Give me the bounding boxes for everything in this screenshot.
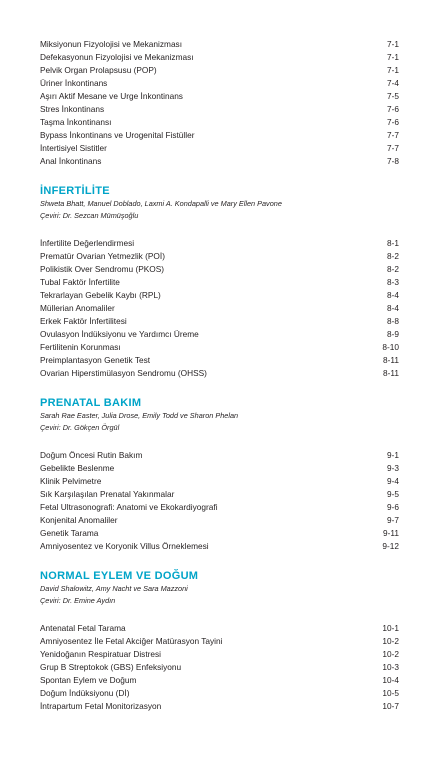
toc-entry[interactable] — [40, 64, 399, 77]
toc-entry-page-number: 8-8 — [387, 316, 399, 326]
toc-entry-page-number: 7-1 — [387, 65, 399, 75]
toc-entry-page-number: 9-1 — [387, 450, 399, 460]
toc-entry-page-number: 8-4 — [387, 290, 399, 300]
toc-entry-title: Miksiyonun Fizyolojisi ve Mekanizması — [40, 39, 183, 49]
toc-entry-page-number: 9-6 — [387, 502, 399, 512]
section-heading[interactable]: PRENATAL BAKIM — [40, 397, 142, 409]
toc-entry-title: Konjenital Anomaliler — [40, 515, 118, 525]
toc-entry-title: İntrapartum Fetal Monitorizasyon — [40, 701, 162, 711]
toc-entry[interactable] — [40, 674, 399, 687]
toc-entry-page-number: 9-7 — [387, 515, 399, 525]
toc-entry-page-number: 10-2 — [382, 636, 399, 646]
toc-entry-page-number: 10-3 — [382, 662, 399, 672]
toc-entry-title: Grup B Streptokok (GBS) Enfeksiyonu — [40, 662, 182, 672]
toc-entry-title: Genetik Tarama — [40, 528, 99, 538]
toc-section — [40, 397, 399, 553]
toc-entry-page-number: 9-3 — [387, 463, 399, 473]
toc-entry-title: Prematür Ovarian Yetmezlik (POİ) — [40, 251, 165, 261]
toc-entry[interactable] — [40, 315, 399, 328]
toc-entry[interactable] — [40, 527, 399, 540]
toc-entry-title: Klinik Pelvimetre — [40, 476, 102, 486]
toc-entry-page-number: 8-2 — [387, 264, 399, 274]
section-authors: Shweta Bhatt, Manuel Doblado, Laxmi A. Kondapalli ve Mary Ellen Pavone — [40, 199, 282, 208]
toc-entry-page-number: 7-6 — [387, 117, 399, 127]
toc-entry-title: Stres İnkontinans — [40, 104, 105, 114]
section-spacer — [40, 222, 399, 237]
toc-entry[interactable] — [40, 648, 399, 661]
toc-entry-page-number: 8-2 — [387, 251, 399, 261]
section-heading[interactable]: İNFERTİLİTE — [40, 185, 110, 197]
toc-entry-title: Erkek Faktör İnfertilitesi — [40, 316, 127, 326]
toc-entry[interactable] — [40, 77, 399, 90]
toc-entry-title: Müllerian Anomaliler — [40, 303, 115, 313]
toc-entry[interactable] — [40, 237, 399, 250]
toc-entry-page-number: 7-7 — [387, 143, 399, 153]
section-authors: Sarah Rae Easter, Julia Drose, Emily Todd ve Sharon Phelan — [40, 411, 239, 420]
toc-entry[interactable] — [40, 276, 399, 289]
toc-entry[interactable] — [40, 38, 399, 51]
toc-entry-page-number: 10-7 — [382, 701, 399, 711]
toc-entry[interactable] — [40, 328, 399, 341]
toc-entry-title: Doğum Öncesi Rutin Bakım — [40, 450, 143, 460]
toc-entry[interactable] — [40, 142, 399, 155]
section-translator: Çeviri: Dr. Emine Aydın — [40, 596, 116, 605]
toc-entry-page-number: 9-11 — [383, 528, 399, 538]
toc-entry[interactable] — [40, 687, 399, 700]
toc-entry[interactable] — [40, 475, 399, 488]
toc-sections — [40, 185, 399, 713]
toc-entry[interactable] — [40, 462, 399, 475]
section-translator: Çeviri: Dr. Sezcan Mümüşoğlu — [40, 211, 139, 220]
toc-entry[interactable] — [40, 116, 399, 129]
toc-entry[interactable] — [40, 103, 399, 116]
toc-entry[interactable] — [40, 540, 399, 553]
toc-entry-title: Gebelikte Beslenme — [40, 463, 115, 473]
toc-section — [40, 185, 399, 380]
toc-entry-title: Doğum İndüksiyonu (Dİ) — [40, 688, 130, 698]
toc-entry[interactable] — [40, 263, 399, 276]
toc-entry[interactable] — [40, 367, 399, 380]
toc-entry-title: Yenidoğanın Respiratuar Distresi — [40, 649, 161, 659]
toc-entry-title: Pelvik Organ Prolapsusu (POP) — [40, 65, 157, 75]
toc-entry[interactable] — [40, 90, 399, 103]
toc-entry[interactable] — [40, 488, 399, 501]
toc-entry-page-number: 9-12 — [382, 541, 399, 551]
toc-entry-page-number: 10-2 — [382, 649, 399, 659]
toc-entry-title: Preimplantasyon Genetik Test — [40, 355, 151, 365]
toc-entry[interactable] — [40, 635, 399, 648]
toc-entry[interactable] — [40, 501, 399, 514]
toc-entry[interactable] — [40, 289, 399, 302]
toc-entry-title: Ovulasyon İndüksiyonu ve Yardımcı Üreme — [40, 329, 199, 339]
section-translator: Çeviri: Dr. Gökçen Örgül — [40, 423, 120, 432]
toc-entry-page-number: 7-7 — [387, 130, 399, 140]
section-authors: David Shalowitz, Amy Nacht ve Sara Mazzoni — [40, 584, 188, 593]
toc-entry-page-number: 7-1 — [387, 39, 399, 49]
toc-entry-page-number: 7-5 — [387, 91, 399, 101]
toc-entry-page-number: 10-5 — [382, 688, 399, 698]
toc-entry-page-number: 8-11 — [383, 355, 399, 365]
toc-entry[interactable] — [40, 51, 399, 64]
toc-entry-title: Tekrarlayan Gebelik Kaybı (RPL) — [40, 290, 161, 300]
toc-entry[interactable] — [40, 661, 399, 674]
toc-entry-page-number: 8-4 — [387, 303, 399, 313]
toc-entry[interactable] — [40, 514, 399, 527]
toc-entry-title: Antenatal Fetal Tarama — [40, 623, 126, 633]
toc-entry[interactable] — [40, 155, 399, 168]
toc-entry-title: Amniyosentez ve Koryonik Villus Örneklemesi — [40, 541, 209, 551]
toc-entry-page-number: 8-1 — [387, 238, 399, 248]
toc-entry-title: Sık Karşılaşılan Prenatal Yakınmalar — [40, 489, 175, 499]
toc-entry-title: Aşırı Aktif Mesane ve Urge İnkontinans — [40, 91, 183, 101]
toc-entry-page-number: 9-5 — [387, 489, 399, 499]
toc-entry-title: Anal İnkontinans — [40, 156, 102, 166]
toc-entry-page-number: 10-1 — [382, 623, 399, 633]
toc-entry-title: Fertilitenin Korunması — [40, 342, 121, 352]
toc-entry[interactable] — [40, 250, 399, 263]
toc-entry-title: Tubal Faktör İnfertilite — [40, 277, 120, 287]
toc-entry[interactable] — [40, 622, 399, 635]
toc-intro-list — [40, 38, 399, 168]
toc-entry[interactable] — [40, 354, 399, 367]
toc-section — [40, 570, 399, 713]
toc-entry-page-number: 7-1 — [387, 52, 399, 62]
toc-entry-page-number: 8-3 — [387, 277, 399, 287]
section-heading[interactable]: NORMAL EYLEM VE DOĞUM — [40, 570, 199, 582]
toc-entry-title: Taşma İnkontinansı — [40, 117, 112, 127]
section-spacer — [40, 434, 399, 449]
toc-entry-page-number: 8-11 — [383, 368, 399, 378]
toc-entry-title: Bypass İnkontinans ve Urogenital Fistüller — [40, 130, 195, 140]
toc-entry[interactable] — [40, 449, 399, 462]
toc-entry[interactable] — [40, 129, 399, 142]
section-spacer — [40, 607, 399, 622]
toc-entry-title: Defekasyonun Fizyolojisi ve Mekanizması — [40, 52, 194, 62]
toc-entry-title: Spontan Eylem ve Doğum — [40, 675, 137, 685]
toc-entry-title: Üriner İnkontinans — [40, 78, 108, 88]
toc-entry-page-number: 7-4 — [387, 78, 399, 88]
toc-entry-page-number: 8-10 — [382, 342, 399, 352]
toc-entry-page-number: 9-4 — [387, 476, 399, 486]
toc-entry-title: İnfertilite Değerlendirmesi — [40, 238, 135, 248]
toc-entry[interactable] — [40, 302, 399, 315]
toc-entry[interactable] — [40, 700, 399, 713]
toc-entry-title: İntertisiyel Sistitler — [40, 143, 107, 153]
toc-entry-page-number: 7-8 — [387, 156, 399, 166]
toc-entry-title: Ovarian Hiperstimülasyon Sendromu (OHSS) — [40, 368, 207, 378]
toc-entry-title: Polikistik Over Sendromu (PKOS) — [40, 264, 165, 274]
toc-entry[interactable] — [40, 341, 399, 354]
toc-entry-title: Fetal Ultrasonografi: Anatomi ve Ekokardiyografi — [40, 502, 218, 512]
toc-entry-page-number: 10-4 — [382, 675, 399, 685]
table-of-contents-page — [40, 38, 399, 713]
toc-entry-page-number: 7-6 — [387, 104, 399, 114]
toc-entry-page-number: 8-9 — [387, 329, 399, 339]
toc-entry-title: Amniyosentez İle Fetal Akciğer Matürasyon Tayini — [40, 636, 223, 646]
